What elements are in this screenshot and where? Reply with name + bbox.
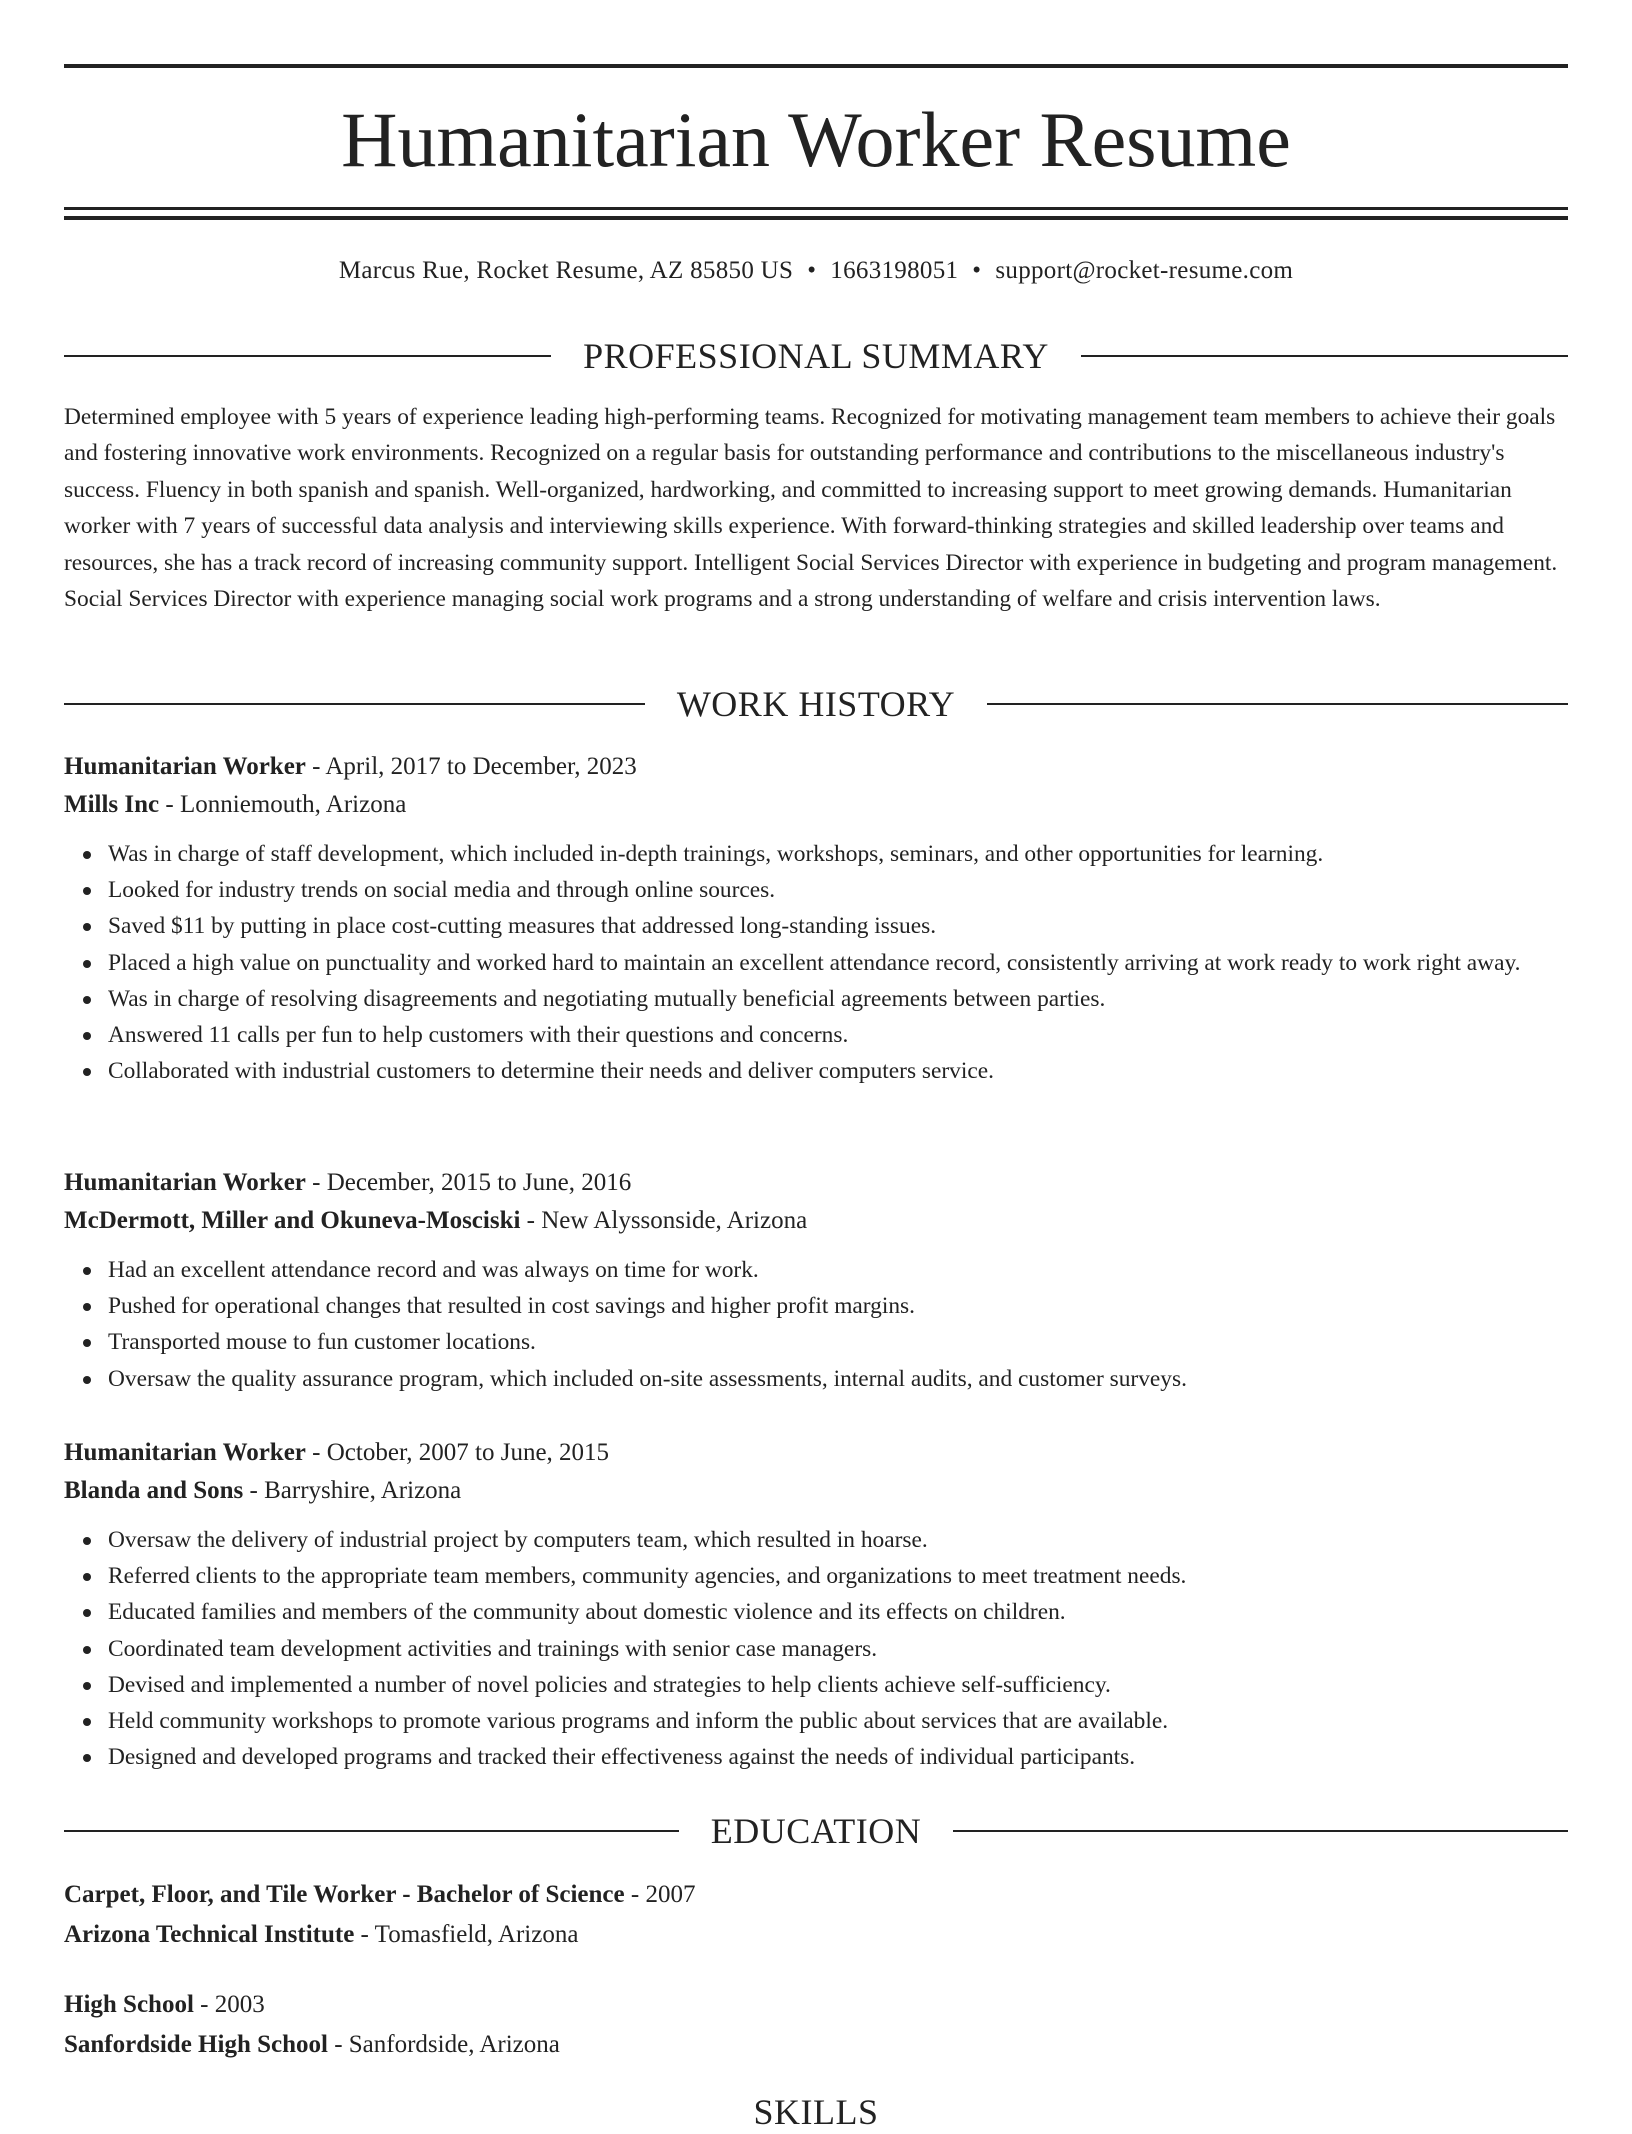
section-header-skills (64, 2090, 1568, 2134)
contact-separator: • (972, 257, 982, 284)
job-title: Humanitarian Worker (64, 753, 306, 780)
section-rule (64, 703, 645, 705)
job-bullet: Educated families and members of the community about domestic violence and its effects on children. (108, 1594, 1568, 1630)
job-company: McDermott, Miller and Okuneva-Mosciski (64, 1207, 521, 1234)
job-bullets (64, 836, 1568, 1089)
edu-location: - Sanfordside, Arizona (327, 2031, 560, 2058)
job-bullet: Referred clients to the appropriate team members, community agencies, and organizations to meet treatment needs. (108, 1558, 1568, 1594)
job-bullet: Held community workshops to promote various programs and inform the public about services that are available. (108, 1703, 1568, 1739)
job-dates: - December, 2015 to June, 2016 (305, 1169, 632, 1196)
edu-degree: Carpet, Floor, and Tile Worker - Bachelor of Science (64, 1881, 625, 1908)
job-location: - Lonniemouth, Arizona (159, 791, 407, 818)
job-bullet: Saved $11 by putting in place cost-cutting measures that addressed long-standing issues. (108, 908, 1568, 944)
section-rule (953, 1830, 1568, 1832)
job-company-line (64, 1202, 1568, 1240)
job-company: Blanda and Sons (64, 1477, 244, 1504)
section-rule (1081, 355, 1568, 357)
edu-location: - Tomasfield, Arizona (354, 1921, 579, 1948)
job-company-line (64, 786, 1568, 824)
job-bullet: Was in charge of staff development, which included in-depth trainings, workshops, seminars, and other opportunities for learning. (108, 836, 1568, 872)
contact-phone: 1663198051 (830, 257, 959, 284)
title-double-rule (64, 207, 1568, 220)
job-dates: - October, 2007 to June, 2015 (305, 1439, 610, 1466)
resume-title: Humanitarian Worker Resume (341, 96, 1291, 183)
summary-text: Determined employee with 5 years of experience leading high-performing teams. Recognized for motivating management team members to achieve their goals and fostering innovative work environments. Recognized on a regular basis for outstanding performance and contributions to the miscellaneous industry's success. Fluency in both spanish and spanish. Well-organized, hardworking, and committed to increasing support to meet growing demands. Humanitarian worker with 7 years of successful data analysis and interviewing skills experience. With forward-thinking strategies and skilled leadership over teams and resources, she has a track record of increasing community support. Intelligent Social Services Director with experience in budgeting and program management. Social Services Director with experience managing social work programs and a strong understanding of welfare and crisis intervention laws. (64, 404, 1558, 613)
job-bullet: Had an excellent attendance record and was always on time for work. (108, 1252, 1568, 1288)
section-title-summary: PROFESSIONAL SUMMARY (583, 336, 1049, 376)
edu-year: - 2007 (624, 1881, 696, 1908)
job-bullets (64, 1252, 1568, 1397)
edu-school-line (64, 2025, 1568, 2065)
edu-degree: High School (64, 1991, 194, 2018)
job-bullet: Oversaw the delivery of industrial project by computers team, which resulted in hoarse. (108, 1522, 1568, 1558)
section-rule (64, 1830, 679, 1832)
job-bullet: Pushed for operational changes that resulted in cost savings and higher profit margins. (108, 1288, 1568, 1324)
job-bullet: Answered 11 calls per fun to help customers with their questions and concerns. (108, 1017, 1568, 1053)
job-bullet: Collaborated with industrial customers to determine their needs and deliver computers service. (108, 1053, 1568, 1089)
job-title-line (64, 1164, 1568, 1202)
section-rule (987, 703, 1568, 705)
job-entry (64, 1164, 1568, 1397)
job-title: Humanitarian Worker (64, 1439, 306, 1466)
education-entry (64, 1985, 1568, 2065)
section-title-work: WORK HISTORY (676, 684, 956, 724)
edu-year: - 2003 (193, 1991, 265, 2018)
job-bullet: Oversaw the quality assurance program, which included on-site assessments, internal audits, and customer surveys. (108, 1361, 1568, 1397)
job-entry (64, 748, 1568, 1089)
section-header-summary (64, 334, 1568, 378)
education-entry (64, 1875, 1568, 1955)
job-company: Mills Inc (64, 791, 160, 818)
section-header-education (64, 1809, 1568, 1853)
job-bullet: Looked for industry trends on social media and through online sources. (108, 872, 1568, 908)
job-title: Humanitarian Worker (64, 1169, 306, 1196)
job-bullet: Placed a high value on punctuality and worked hard to maintain an excellent attendance record, consistently arriving at work ready to work right away. (108, 945, 1568, 981)
section-title-education: EDUCATION (710, 1811, 922, 1851)
contact-email: support@rocket-resume.com (995, 257, 1294, 284)
edu-school: Sanfordside High School (64, 2031, 328, 2058)
job-bullet: Coordinated team development activities and trainings with senior case managers. (108, 1631, 1568, 1667)
contact-separator: • (807, 257, 817, 284)
edu-degree-line (64, 1875, 1568, 1915)
contact-address: Marcus Rue, Rocket Resume, AZ 85850 US (338, 257, 794, 284)
job-location: - New Alyssonside, Arizona (520, 1207, 808, 1234)
section-title-skills: SKILLS (753, 2092, 879, 2132)
contact-line (64, 254, 1568, 288)
job-bullet: Designed and developed programs and tracked their effectiveness against the needs of individual participants. (108, 1739, 1568, 1775)
edu-degree-line (64, 1985, 1568, 2025)
job-dates: - April, 2017 to December, 2023 (305, 753, 637, 780)
job-entry (64, 1434, 1568, 1775)
job-title-line (64, 748, 1568, 786)
edu-school-line (64, 1915, 1568, 1955)
job-bullets (64, 1522, 1568, 1775)
section-rule (64, 355, 551, 357)
job-company-line (64, 1472, 1568, 1510)
section-header-work (64, 682, 1568, 726)
job-title-line (64, 1434, 1568, 1472)
edu-school: Arizona Technical Institute (64, 1921, 355, 1948)
job-bullet: Was in charge of resolving disagreements and negotiating mutually beneficial agreements between parties. (108, 981, 1568, 1017)
job-bullet: Devised and implemented a number of novel policies and strategies to help clients achieve self-sufficiency. (108, 1667, 1568, 1703)
job-bullet: Transported mouse to fun customer locations. (108, 1324, 1568, 1360)
job-location: - Barryshire, Arizona (243, 1477, 462, 1504)
top-rule (64, 64, 1568, 68)
